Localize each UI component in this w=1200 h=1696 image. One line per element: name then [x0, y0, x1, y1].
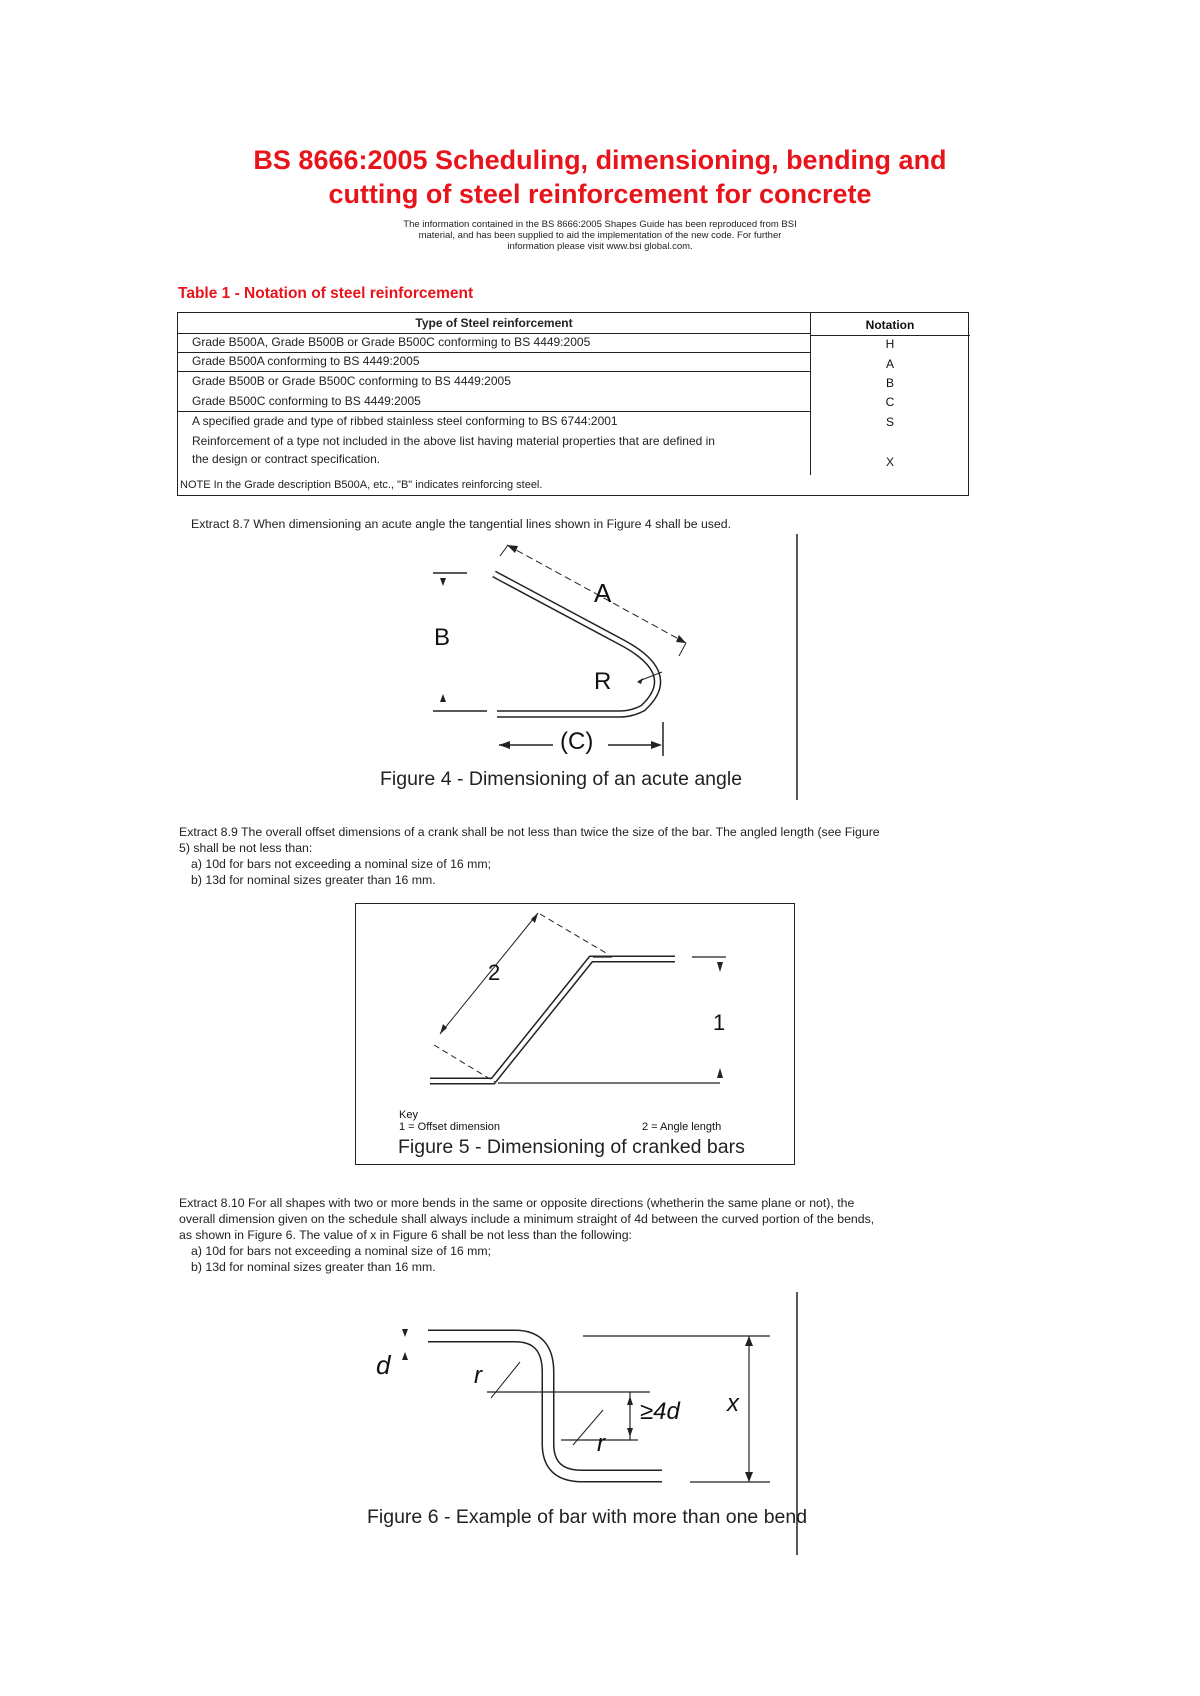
intro-line-2: material, and has been supplied to aid the implementation of the new code. For further [418, 230, 782, 241]
fig6-label-min-straight: ≥4d [640, 1398, 680, 1425]
fig6-label-x: x [727, 1390, 739, 1417]
fig6-label-d: d [376, 1350, 391, 1380]
header-notation: Notation [865, 318, 915, 332]
figure-4-caption: Figure 4 - Dimensioning of an acute angle [380, 768, 743, 790]
table-row-notation: B [885, 376, 894, 390]
extract-8-10-line-1: Extract 8.10 For all shapes with two or more bends in the same or opposite directions (whetherin the same plane or not), the [179, 1196, 855, 1210]
table-row-notation: A [885, 357, 894, 371]
fig5-label-2: 2 [488, 960, 501, 985]
fig5-key-2: 2 = Angle length [642, 1121, 722, 1133]
extract-8-7: Extract 8.7 When dimensioning an acute angle the tangential lines shown in Figure 4 shall be used. [191, 517, 732, 531]
table-row-type: Grade B500A, Grade B500B or Grade B500C conforming to BS 4449:2005 [192, 335, 591, 349]
extract-8-9-line-1: Extract 8.9 The overall offset dimensions of a crank shall be not less than twice the size of the bar. The angled length (see Figure [179, 825, 880, 839]
table-row-notation: H [885, 337, 895, 351]
table-note: NOTE In the Grade description B500A, etc., "B" indicates reinforcing steel. [180, 479, 543, 491]
table-row-notation: C [885, 395, 895, 409]
table-title: Table 1 - Notation of steel reinforcement [178, 285, 474, 302]
fig4-label-r: R [594, 668, 612, 695]
table-row-type: Grade B500A conforming to BS 4449:2005 [192, 354, 420, 368]
table-row-type: the design or contract specification. [192, 452, 381, 466]
figure-6-caption: Figure 6 - Example of bar with more than one bend [367, 1506, 808, 1528]
extract-8-10-line-2: overall dimension given on the schedule shall always include a minimum straight of 4d between the curved portion of the bends, [179, 1212, 875, 1226]
extract-8-10-line-3: as shown in Figure 6. The value of x in Figure 6 shall be not less than the following: [179, 1228, 632, 1242]
extract-8-9-item-b: b) 13d for nominal sizes greater than 16 mm. [191, 873, 436, 887]
extract-8-9-item-a: a) 10d for bars not exceeding a nominal size of 16 mm; [191, 857, 492, 871]
fig5-key-title: Key [399, 1109, 418, 1121]
fig4-label-a: A [594, 578, 612, 608]
table-row-type: Reinforcement of a type not included in the above list having material properties that are defined in [192, 434, 715, 448]
fig4-label-c: (C) [560, 728, 594, 755]
fig5-label-1: 1 [713, 1010, 726, 1035]
extract-8-9-line-2: 5) shall be not less than: [179, 841, 313, 855]
intro-line-3: information please visit www.bsi global.com. [507, 241, 693, 252]
fig6-label-r-2: r [597, 1430, 605, 1457]
fig6-label-r-1: r [474, 1362, 482, 1389]
table-row-type: A specified grade and type of ribbed stainless steel conforming to BS 6744:2001 [192, 414, 618, 428]
extract-8-10-item-a: a) 10d for bars not exceeding a nominal size of 16 mm; [191, 1244, 492, 1258]
table-row-type: Grade B500B or Grade B500C conforming to BS 4449:2005 [192, 374, 511, 388]
figure-5-caption: Figure 5 - Dimensioning of cranked bars [398, 1136, 745, 1158]
intro-line-1: The information contained in the BS 8666:2005 Shapes Guide has been reproduced from BSI [403, 219, 797, 230]
header-type: Type of Steel reinforcement [415, 316, 573, 330]
title-line-1: BS 8666:2005 Scheduling, dimensioning, bending and [253, 145, 947, 175]
title-line-2: cutting of steel reinforcement for concrete [328, 179, 872, 209]
table-row-type: Grade B500C conforming to BS 4449:2005 [192, 394, 421, 408]
table-row-notation: S [885, 415, 894, 429]
table-row-notation: X [885, 455, 894, 469]
fig5-key-1: 1 = Offset dimension [399, 1121, 500, 1133]
extract-8-10-item-b: b) 13d for nominal sizes greater than 16 mm. [191, 1260, 436, 1274]
fig4-label-b: B [434, 624, 451, 651]
